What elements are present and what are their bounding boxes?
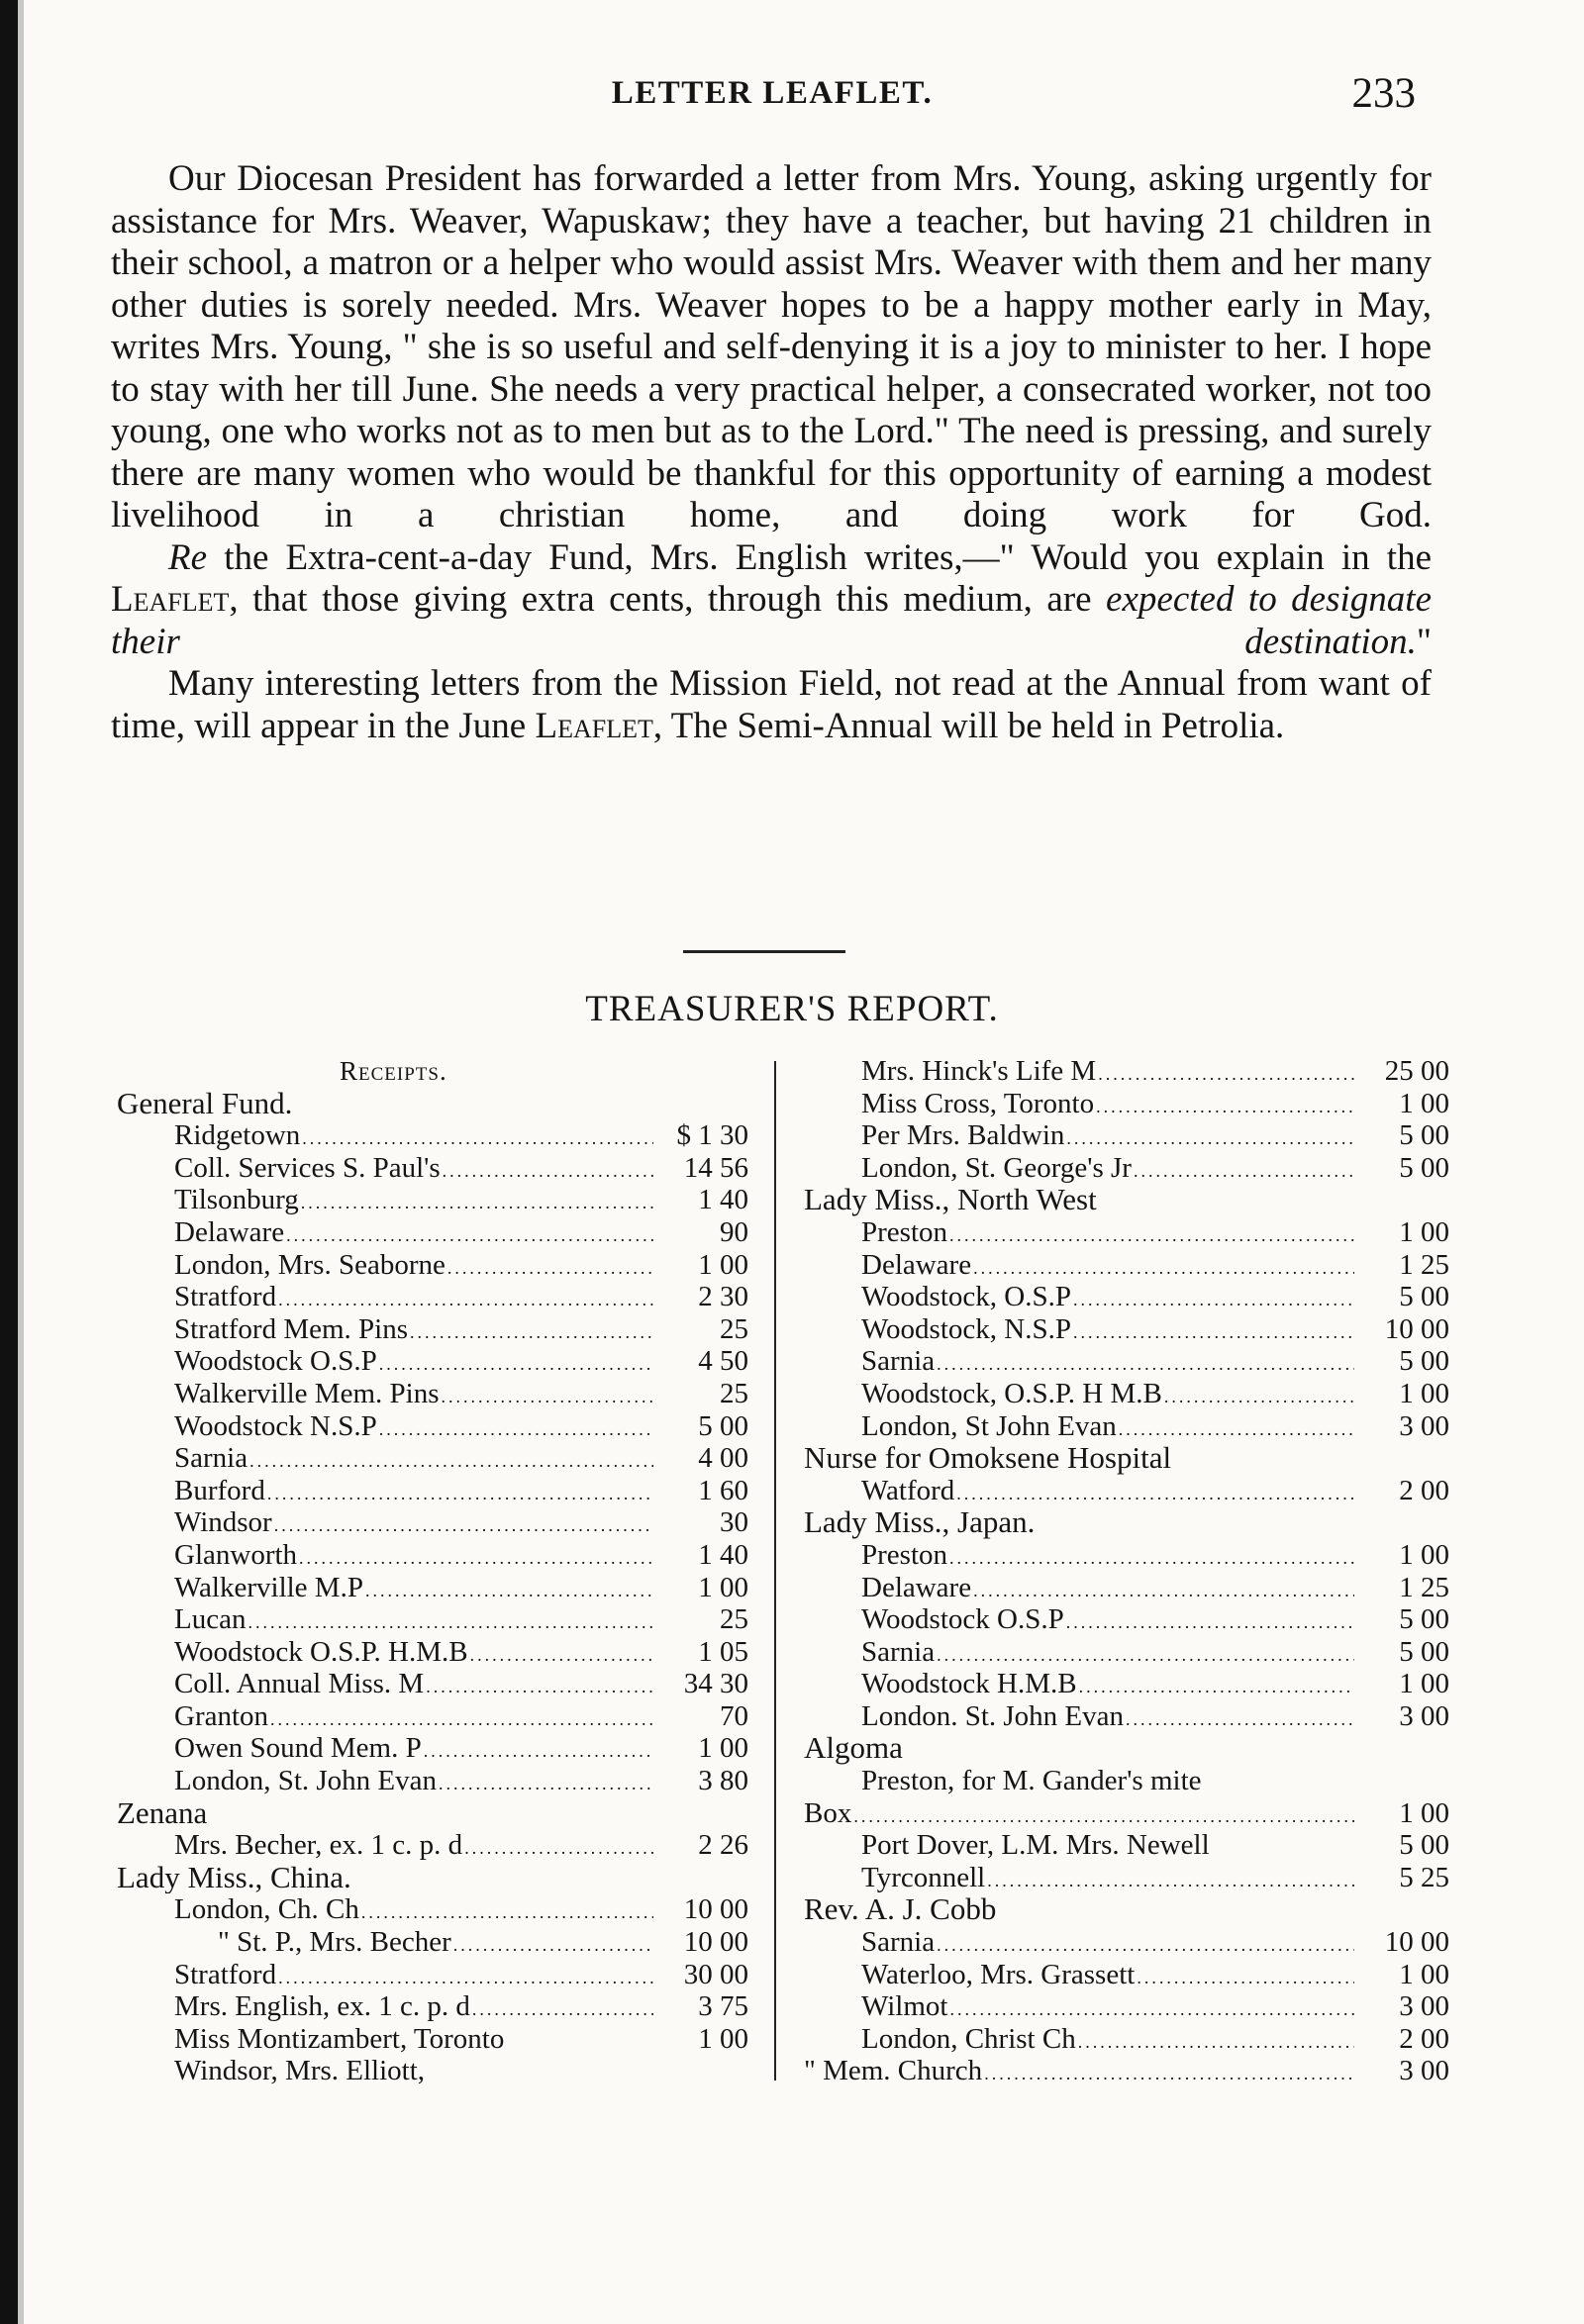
- entry-amount: 25: [720, 1377, 748, 1409]
- receipt-entry: [117, 1506, 748, 1539]
- dot-leader: [1119, 1413, 1354, 1443]
- receipt-entry: [804, 1797, 1449, 1830]
- receipt-entry: [117, 1668, 748, 1700]
- entry-label: London, Ch. Ch: [174, 1893, 359, 1926]
- entry-amount: 2 00: [1399, 2022, 1449, 2055]
- entry-label: Woodstock H.M.B: [861, 1668, 1077, 1700]
- entry-amount: 70: [720, 1699, 748, 1732]
- dot-leader: [410, 1316, 653, 1346]
- entry-amount: 4 00: [698, 1442, 748, 1475]
- dot-leader: [937, 1639, 1354, 1669]
- dot-leader: [973, 1575, 1354, 1604]
- entry-amount: 5 25: [1399, 1861, 1449, 1893]
- entry-amount: 1 00: [1399, 1538, 1449, 1571]
- entry-label: Stratford Mem. Pins: [174, 1312, 409, 1345]
- paragraph-mission-letters: [111, 663, 1432, 747]
- receipts-heading: Receipts.: [340, 1056, 447, 1086]
- entry-label: " Mem. Church: [804, 2055, 983, 2087]
- entry-label: Rev. A. J. Cobb: [804, 1893, 997, 1927]
- entry-label: Sarnia: [861, 1635, 936, 1668]
- receipt-entry: [804, 1249, 1449, 1282]
- letter-body: [111, 158, 1432, 747]
- receipt-entry: [117, 1572, 748, 1604]
- dot-leader: [1073, 1284, 1354, 1313]
- dot-leader: [278, 1284, 653, 1313]
- dot-leader: [472, 1993, 653, 2023]
- entry-label: Lady Miss., North West: [804, 1184, 1097, 1216]
- receipt-entry: [117, 2023, 748, 2056]
- entry-label: Woodstock, N.S.P: [861, 1312, 1071, 1345]
- receipt-entry: [117, 1345, 748, 1378]
- entry-amount: 3 75: [698, 1990, 748, 2023]
- entry-amount: 30 00: [683, 1958, 748, 1990]
- entry-label: Wilmot: [861, 1990, 948, 2023]
- receipt-entry: [804, 1313, 1449, 1346]
- entry-amount: 1 00: [1399, 1377, 1449, 1409]
- receipt-entry: [804, 1152, 1449, 1185]
- entry-label: General Fund.: [117, 1087, 293, 1120]
- entry-amount: 3 00: [1399, 1990, 1449, 2023]
- entry-label: Mrs. Hinck's Life M: [861, 1055, 1097, 1087]
- entry-label: London, Christ Ch: [861, 2022, 1076, 2055]
- receipt-entry: [804, 1572, 1449, 1604]
- entry-amount: 90: [720, 1215, 748, 1248]
- dot-leader: [1079, 1671, 1354, 1700]
- entry-amount: 1 40: [698, 1538, 748, 1571]
- entry-label: Lady Miss., Japan.: [804, 1506, 1036, 1539]
- receipt-entry: [804, 1378, 1449, 1410]
- dot-leader: [1164, 1381, 1354, 1410]
- entry-label: " St. P., Mrs. Becher: [218, 1926, 451, 1959]
- entry-amount: 5 00: [1399, 1151, 1449, 1184]
- dot-leader: [956, 1478, 1354, 1507]
- entry-label: Mrs. Becher, ex. 1 c. p. d: [174, 1829, 463, 1862]
- entry-amount: 1 60: [698, 1474, 748, 1506]
- entry-label: Woodstock, O.S.P. H M.B: [861, 1377, 1162, 1409]
- entry-amount: 10 00: [1384, 1926, 1449, 1959]
- entry-label: Coll. Services S. Paul's: [174, 1151, 441, 1184]
- receipt-entry: [804, 1088, 1449, 1120]
- dot-leader: [439, 1768, 653, 1797]
- receipt-entry: [804, 1862, 1449, 1894]
- entry-label: Stratford: [174, 1958, 277, 1990]
- entry-amount: 1 25: [1399, 1248, 1449, 1281]
- entry-amount: 1 00: [1399, 1958, 1449, 1990]
- paragraph-diocesan-president: [111, 158, 1432, 537]
- entry-amount: 1 00: [698, 1571, 748, 1603]
- receipt-entry: [804, 1829, 1449, 1862]
- entry-label: Walkerville M.P: [174, 1571, 363, 1603]
- entry-label: Lucan: [174, 1603, 247, 1636]
- entry-label: Stratford: [174, 1281, 277, 1313]
- entry-amount: 5 00: [1399, 1345, 1449, 1378]
- entry-amount: 14 56: [683, 1151, 748, 1184]
- entry-amount: 1 00: [698, 1248, 748, 1281]
- dot-leader: [1134, 1155, 1354, 1185]
- entry-label: Mrs. English, ex. 1 c. p. d: [174, 1990, 470, 2023]
- receipt-entry: [804, 1055, 1449, 1088]
- entry-amount: 1 00: [1399, 1215, 1449, 1248]
- entry-label: Preston, for M. Gander's mite: [861, 1765, 1202, 1797]
- receipt-entry: [117, 1636, 748, 1669]
- entry-amount: 1 00: [1399, 1668, 1449, 1700]
- page-header: [109, 69, 1436, 139]
- dot-leader: [278, 1962, 653, 1991]
- receipt-entry: [117, 1475, 748, 1507]
- dot-leader: [1073, 1316, 1354, 1346]
- entry-amount: 5 00: [1399, 1603, 1449, 1636]
- entry-label: Granton: [174, 1699, 269, 1732]
- entry-amount: 1 00: [698, 2022, 748, 2055]
- dot-leader: [379, 1413, 653, 1443]
- entry-label: Burford: [174, 1474, 265, 1506]
- entry-amount: 5 00: [1399, 1829, 1449, 1862]
- dot-leader: [299, 1542, 653, 1572]
- dot-leader: [301, 1187, 653, 1216]
- entry-label: Woodstock O.S.P: [861, 1603, 1064, 1636]
- entry-amount: 5 00: [1399, 1635, 1449, 1668]
- dot-leader: [1066, 1606, 1354, 1636]
- entry-amount: 5 00: [1399, 1281, 1449, 1313]
- dot-leader: [949, 1542, 1354, 1572]
- receipt-entry: [804, 2055, 1449, 2087]
- entry-amount: 25: [720, 1603, 748, 1636]
- fund-section-heading: [804, 1732, 1449, 1765]
- dot-leader: [973, 1252, 1354, 1282]
- entry-label: Glanworth: [174, 1538, 298, 1571]
- dot-leader: [464, 1832, 653, 1862]
- receipt-entry: [117, 1990, 748, 2023]
- fund-section-heading: [117, 1088, 748, 1120]
- leaflet-name: Leaflet: [111, 579, 230, 620]
- dot-leader: [949, 1219, 1354, 1249]
- leaflet-name: Leaflet: [535, 705, 653, 746]
- dot-leader: [984, 2058, 1354, 2087]
- entry-label: Delaware: [861, 1248, 972, 1281]
- entry-amount: 25 00: [1384, 1055, 1449, 1087]
- receipt-entry: [804, 2023, 1449, 2056]
- dot-leader: [267, 1478, 653, 1507]
- entry-amount: 2 00: [1399, 1474, 1449, 1506]
- dot-leader: [937, 1348, 1354, 1378]
- entry-amount: $ 1 30: [676, 1119, 748, 1152]
- dot-leader: [424, 1735, 653, 1765]
- receipt-entry: [804, 1216, 1449, 1249]
- receipt-entry: [804, 1765, 1449, 1797]
- entry-label: Sarnia: [861, 1345, 936, 1378]
- entry-amount: 3 00: [1399, 1699, 1449, 1732]
- receipt-entry: [804, 1700, 1449, 1733]
- dot-leader: [853, 1800, 1354, 1830]
- entry-label: Walkerville Mem. Pins: [174, 1377, 440, 1409]
- closing-quote: ": [1416, 621, 1432, 662]
- section-rule: [683, 950, 845, 953]
- receipt-entry: [117, 1732, 748, 1765]
- entry-amount: 3 80: [698, 1765, 748, 1797]
- entry-amount: 5 00: [1399, 1119, 1449, 1152]
- entry-label: Coll. Annual Miss. M: [174, 1668, 425, 1700]
- dot-leader: [361, 1896, 653, 1926]
- entry-amount: 4 50: [698, 1345, 748, 1378]
- paragraph-text: the Extra-cent-a-day Fund, Mrs. English writes,—" Would you explain in the: [207, 536, 1432, 578]
- dot-leader: [442, 1381, 654, 1410]
- receipt-entry: [117, 1926, 748, 1959]
- entry-label: London, St John Evan: [861, 1409, 1117, 1442]
- receipt-entry: [117, 1959, 748, 1991]
- entry-amount: 25: [720, 1312, 748, 1345]
- paragraph-text: , The Semi-Annual will be held in Petrolia.: [652, 705, 1285, 746]
- receipt-entry: [804, 1281, 1449, 1313]
- receipt-entry: [804, 1539, 1449, 1572]
- receipt-entry: [117, 1410, 748, 1443]
- receipt-entry: [804, 1926, 1449, 1959]
- receipt-entry: [804, 1636, 1449, 1669]
- dot-leader: [949, 1993, 1354, 2023]
- receipts-column-left: [117, 1055, 748, 2087]
- entry-label: Box: [804, 1796, 852, 1829]
- dot-leader: [937, 1929, 1354, 1959]
- entry-label: Ridgetown: [174, 1119, 301, 1152]
- dot-leader: [1098, 1058, 1354, 1088]
- report-title: TREASURER'S REPORT.: [585, 989, 999, 1029]
- receipt-entry: [804, 1959, 1449, 1991]
- fund-section-heading: [804, 1893, 1449, 1926]
- dot-leader: [286, 1219, 653, 1249]
- entry-label: London. St. John Evan: [861, 1699, 1125, 1732]
- dot-leader: [1096, 1091, 1354, 1120]
- entry-label: Windsor: [174, 1506, 272, 1539]
- receipt-entry: [804, 1668, 1449, 1700]
- entry-label: Tilsonburg: [174, 1184, 299, 1216]
- receipt-entry: [804, 1475, 1449, 1507]
- entry-amount: 2 30: [698, 1281, 748, 1313]
- entry-amount: 3 00: [1399, 1409, 1449, 1442]
- fund-section-heading: [804, 1506, 1449, 1539]
- fund-section-heading: [117, 1797, 748, 1830]
- entry-amount: 10 00: [1384, 1312, 1449, 1345]
- entry-amount: 1 40: [698, 1184, 748, 1216]
- receipt-entry: [804, 1410, 1449, 1443]
- dot-leader: [365, 1575, 653, 1604]
- column-divider: [774, 1061, 776, 2081]
- dot-leader: [447, 1252, 653, 1282]
- receipt-entry: [117, 1152, 748, 1185]
- receipts-column-right: [804, 1055, 1449, 2087]
- receipt-entry: [117, 1313, 748, 1346]
- receipt-entry: [117, 1119, 748, 1152]
- fund-section-heading: [804, 1442, 1449, 1475]
- dot-leader: [470, 1639, 653, 1669]
- entry-label: Woodstock, O.S.P: [861, 1281, 1071, 1313]
- re-word: Re: [168, 536, 208, 578]
- binding-shadow: [18, 0, 24, 2324]
- entry-label: Waterloo, Mrs. Grassett: [861, 1958, 1136, 1990]
- entry-label: Algoma: [804, 1732, 903, 1766]
- entry-amount: 10 00: [683, 1893, 748, 1926]
- entry-label: Woodstock O.S.P: [174, 1345, 377, 1378]
- dot-leader: [1066, 1122, 1354, 1152]
- entry-label: Tyrconnell: [861, 1861, 986, 1893]
- entry-amount: 1 00: [698, 1732, 748, 1765]
- dot-leader: [270, 1703, 653, 1733]
- entry-label: Per Mrs. Baldwin: [861, 1119, 1065, 1152]
- entry-label: Windsor, Mrs. Elliott,: [174, 2055, 426, 2087]
- entry-label: London, St. George's Jr: [861, 1151, 1132, 1184]
- receipt-entry: [117, 1829, 748, 1862]
- binding-edge: [0, 0, 18, 2324]
- receipt-entry: [117, 1603, 748, 1636]
- entry-amount: 1 25: [1399, 1571, 1449, 1603]
- entry-label: Zenana: [117, 1796, 208, 1830]
- entry-label: Preston: [861, 1538, 947, 1571]
- receipt-entry: [117, 1700, 748, 1733]
- entry-label: Nurse for Omoksene Hospital: [804, 1442, 1172, 1475]
- receipt-entry: [804, 1345, 1449, 1378]
- dot-leader: [1078, 2026, 1354, 2056]
- dot-leader: [443, 1155, 653, 1185]
- paragraph-text: Our Diocesan President has forwarded a letter from Mrs. Young, asking urgently for assistance for Mrs. Weaver, Wapuskaw; they have a teacher, but having 21 children in their school, a matron or a helper who would assist Mrs. Weaver with them and her many other duties is sorely needed. Mrs. Weaver hopes to be a happy mother early in May, writes Mrs. Young, " she is so useful and self-denying it is a joy to minister to her. I hope to stay with her till June. She needs a very practical helper, a consecrated worker, not too young, one who works not as to men but as to the Lord." The need is pressing, and surely there are many women who would be thankful for this opportunity of earning a modest livelihood in a christian home, and doing work for God.: [111, 158, 1432, 535]
- entry-label: Miss Cross, Toronto: [861, 1087, 1095, 1119]
- entry-label: Woodstock O.S.P. H.M.B: [174, 1635, 468, 1668]
- receipt-entry: [117, 1281, 748, 1313]
- receipt-entry: [117, 2055, 748, 2087]
- entry-label: Delaware: [174, 1215, 285, 1248]
- receipt-entry: [117, 1378, 748, 1410]
- fund-section-heading: [804, 1184, 1449, 1216]
- entry-label: London, St. John Evan: [174, 1765, 438, 1797]
- page-number: 233: [1351, 70, 1416, 117]
- entry-amount: 1 00: [1399, 1087, 1449, 1119]
- dot-leader: [249, 1445, 653, 1475]
- entry-label: Preston: [861, 1215, 947, 1248]
- entry-label: Sarnia: [861, 1926, 936, 1959]
- dot-leader: [453, 1929, 653, 1959]
- entry-amount: 30: [720, 1506, 748, 1539]
- entry-label: Sarnia: [174, 1442, 248, 1475]
- receipt-entry: [117, 1539, 748, 1572]
- entry-amount: 1 00: [1399, 1796, 1449, 1829]
- entry-amount: 3 00: [1399, 2055, 1449, 2087]
- receipt-entry: [804, 1119, 1449, 1152]
- receipt-entry: [117, 1184, 748, 1216]
- paragraph-text: , that those giving extra cents, through this medium, are: [229, 579, 1107, 620]
- dot-leader: [274, 1509, 653, 1539]
- entry-label: Owen Sound Mem. P: [174, 1732, 422, 1765]
- dot-leader: [1126, 1703, 1354, 1733]
- dot-leader: [379, 1348, 653, 1378]
- dot-leader: [302, 1122, 653, 1152]
- dot-leader: [426, 1671, 653, 1700]
- entry-amount: 2 26: [698, 1829, 748, 1862]
- emphasis-text: expected to designate their destination.: [111, 579, 1432, 662]
- entry-amount: 34 30: [683, 1668, 748, 1700]
- entry-label: London, Mrs. Seaborne: [174, 1248, 446, 1281]
- entry-amount: 5 00: [698, 1409, 748, 1442]
- receipt-entry: [804, 1603, 1449, 1636]
- paragraph-text: Many interesting letters from the Mission Field, not read at the Annual from want of time, will appear in the June: [111, 663, 1432, 746]
- dot-leader: [1137, 1962, 1354, 1991]
- entry-label: Miss Montizambert, Toronto: [174, 2022, 505, 2055]
- entry-amount: 1 05: [698, 1635, 748, 1668]
- receipt-entry: [117, 1216, 748, 1249]
- entry-label: Delaware: [861, 1571, 972, 1603]
- entry-label: Port Dover, L.M. Mrs. Newell: [861, 1829, 1210, 1862]
- receipt-entry: [804, 1990, 1449, 2023]
- entry-label: Lady Miss., China.: [117, 1861, 351, 1894]
- receipt-entry: [117, 1893, 748, 1926]
- dot-leader: [248, 1606, 653, 1636]
- entry-amount: 10 00: [683, 1926, 748, 1959]
- entry-label: Woodstock N.S.P: [174, 1409, 377, 1442]
- fund-section-heading: [117, 1862, 748, 1894]
- receipt-entry: [117, 1765, 748, 1797]
- paragraph-extra-cent-fund: [111, 537, 1432, 664]
- receipt-entry: [117, 1249, 748, 1282]
- running-title: LETTER LEAFLET.: [611, 75, 934, 111]
- dot-leader: [987, 1865, 1354, 1894]
- receipt-entry: [117, 1442, 748, 1475]
- entry-label: Watford: [861, 1474, 955, 1506]
